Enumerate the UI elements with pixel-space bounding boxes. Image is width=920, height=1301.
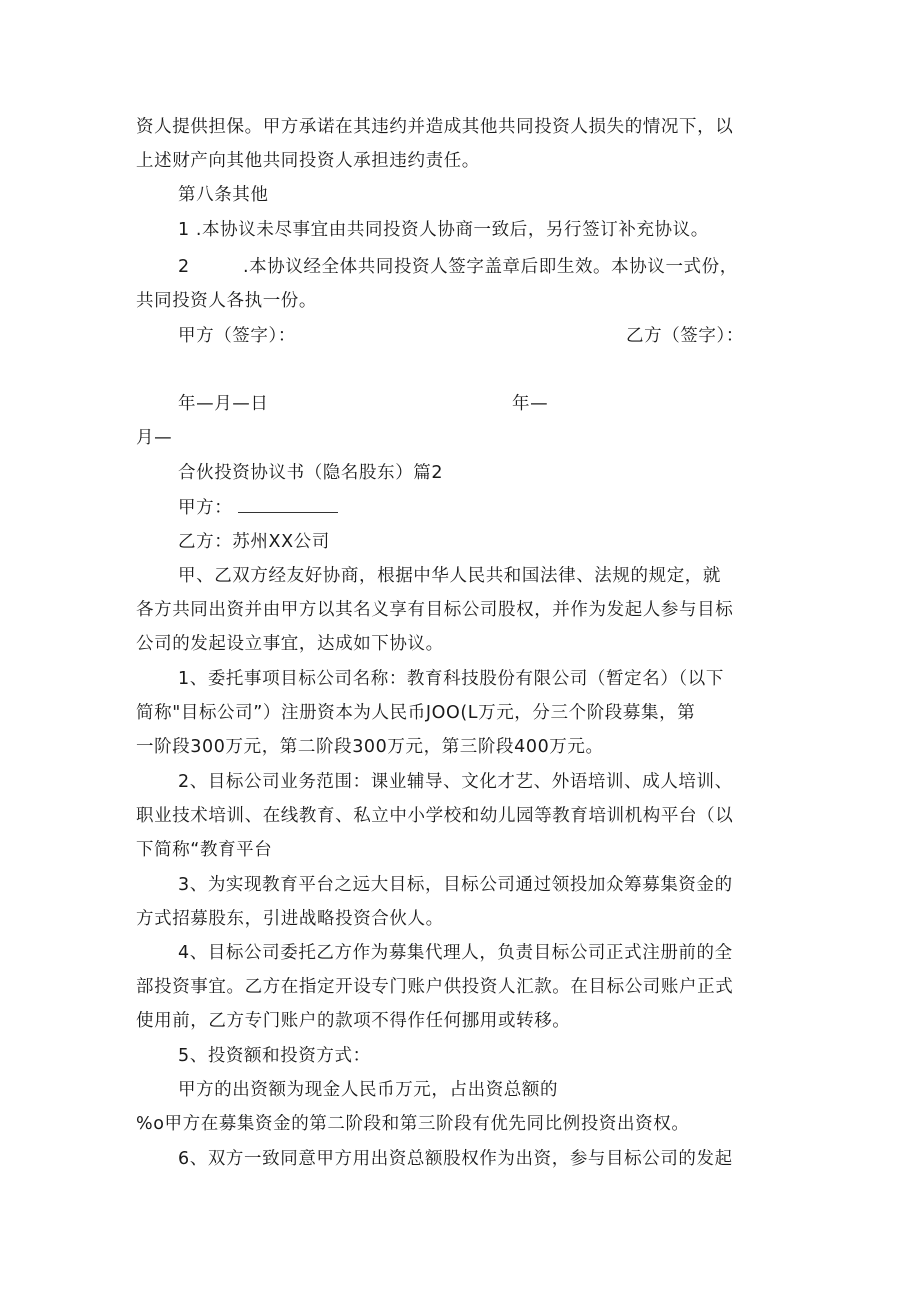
party-b-line: 乙方：苏州XX公司 <box>178 532 330 552</box>
clause-number: 2 <box>178 257 190 277</box>
paragraph-line: %o甲方在募集资金的第二阶段和第三阶段有优先同比例投资出资权。 <box>136 1114 690 1134</box>
paragraph-line: 简称"目标公司”）注册资本为人民币JOO(L万元，分三个阶段募集，第 <box>136 703 696 723</box>
paragraph-line: 5、投资额和投资方式： <box>178 1046 371 1066</box>
paragraph-line: .本协议经全体共同投资人签字盖章后即生效。本协议一式份， <box>243 257 738 277</box>
date-line-b-cont: 月— <box>136 428 173 448</box>
paragraph-line: 3、为实现教育平台之远大目标，目标公司通过领投加众筹募集资金的 <box>178 875 733 895</box>
paragraph-line: 甲方的出资额为现金人民币万元，占出资总额的 <box>178 1080 559 1100</box>
paragraph-line: 使用前，乙方专门账户的款项不得作任何挪用或转移。 <box>136 1011 571 1031</box>
date-line-b: 年— <box>512 394 549 414</box>
party-a-signature-label: 甲方（签字）： <box>178 326 296 346</box>
paragraph-line: 2、目标公司业务范围：课业辅导、文化才艺、外语培训、成人培训、 <box>178 772 733 792</box>
party-b-signature-label: 乙方（签字）： <box>626 326 744 346</box>
paragraph-line: 职业技术培训、在线教育、私立中小学校和幼儿园等教育培训机构平台（以 <box>136 806 734 826</box>
paragraph-line: 公司的发起设立事宜，达成如下协议。 <box>136 634 444 654</box>
paragraph-line: 甲、乙双方经友好协商，根据中华人民共和国法律、法规的规定，就 <box>178 566 721 586</box>
paragraph-line: 1、委托事项目标公司名称：教育科技股份有限公司（暂定名）（以下 <box>178 669 724 689</box>
paragraph-line: 1 .本协议未尽事宜由共同投资人协商一致后，另行签订补充协议。 <box>178 220 709 240</box>
paragraph-line: 下简称“教育平台 <box>136 840 273 860</box>
paragraph-line: 方式招募股东，引进战略投资合伙人。 <box>136 909 444 929</box>
party-a-blank <box>238 496 338 513</box>
party-a-label: 甲方： <box>178 498 233 518</box>
paragraph-line: 6、双方一致同意甲方用出资总额股权作为出资，参与目标公司的发起 <box>178 1149 733 1169</box>
party-a-line <box>178 496 338 519</box>
paragraph-line: 各方共同出资并由甲方以其名义享有目标公司股权，并作为发起人参与目标 <box>136 600 734 620</box>
article-heading: 第八条其他 <box>178 185 269 205</box>
section-title: 合伙投资协议书（隐名股东）篇2 <box>178 463 444 483</box>
paragraph-line: 部投资事宜。乙方在指定开设专门账户供投资人汇款。在目标公司账户正式 <box>136 977 734 997</box>
date-line-a: 年—月—日 <box>178 394 269 414</box>
paragraph-line: 一阶段300万元，第二阶段300万元，第三阶段400万元。 <box>136 737 604 757</box>
paragraph-line: 4、目标公司委托乙方作为募集代理人，负责目标公司正式注册前的全 <box>178 943 733 963</box>
paragraph-line: 共同投资人各执一份。 <box>136 291 317 311</box>
paragraph-line: 上述财产向其他共同投资人承担违约责任。 <box>136 151 480 171</box>
paragraph-line: 资人提供担保。甲方承诺在其违约并造成其他共同投资人损失的情况下，以 <box>136 117 734 137</box>
